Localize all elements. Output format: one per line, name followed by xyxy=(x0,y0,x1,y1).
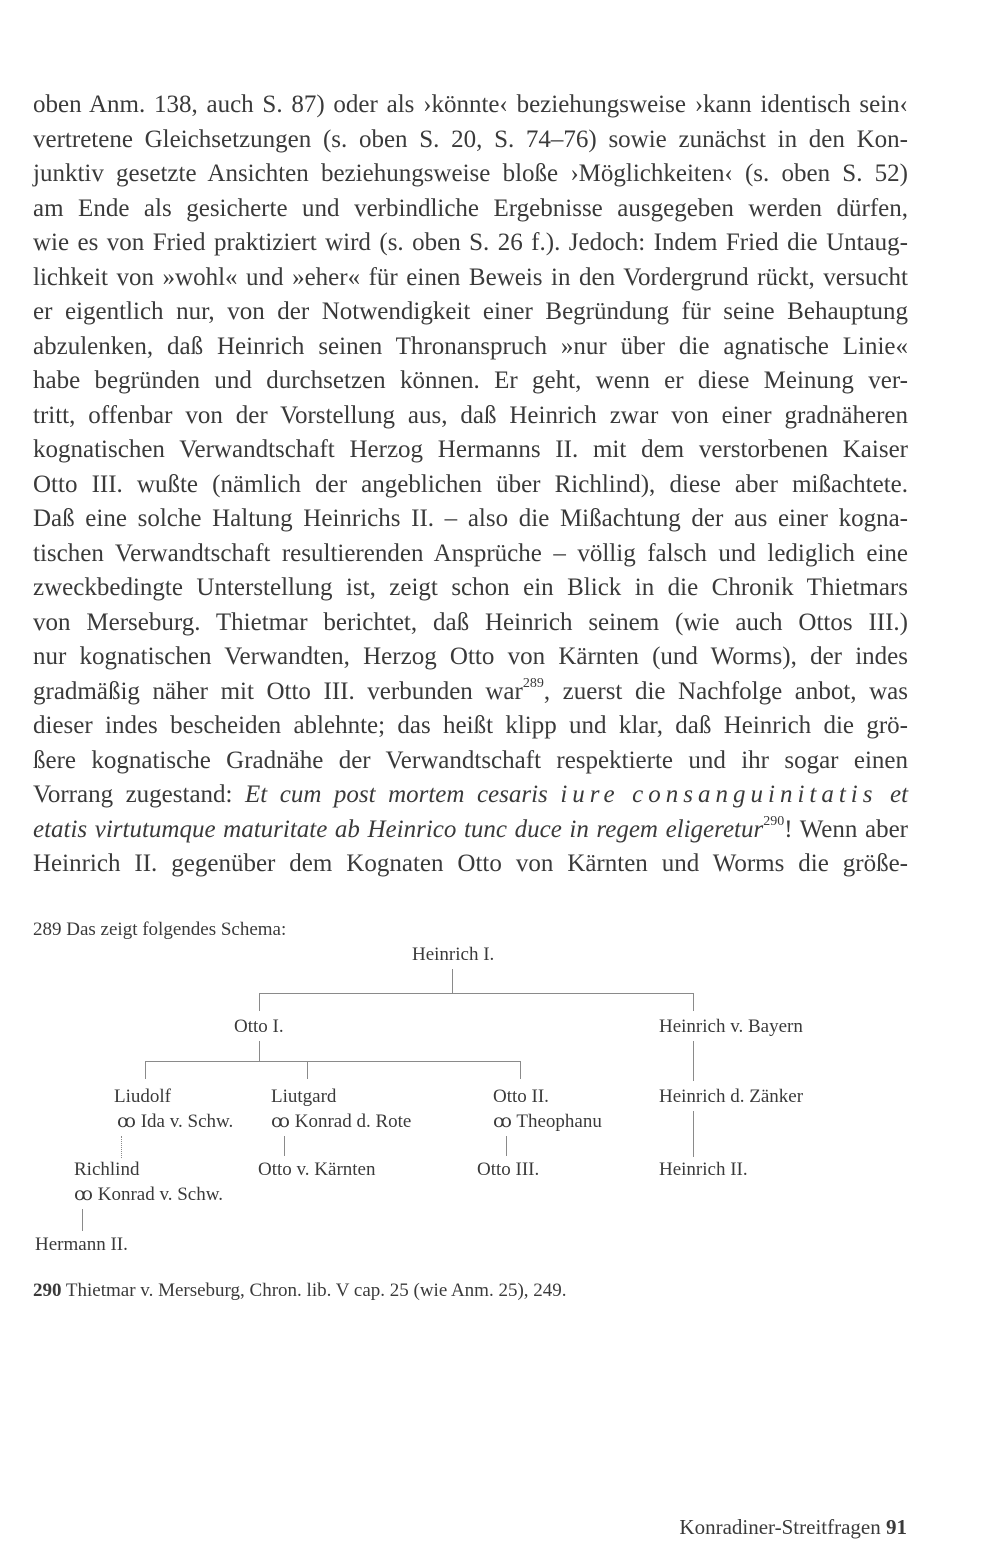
tree-node-heinrich-v-bayern: Heinrich v. Bayern xyxy=(659,1016,803,1037)
main-text xyxy=(33,88,908,882)
tree-node-otto-v-kaernten: Otto v. Kärnten xyxy=(258,1159,376,1180)
tree-connector xyxy=(259,993,260,1011)
tree-node-liutgard-spouse: ꝏ Konrad d. Rote xyxy=(271,1111,412,1132)
footnote-290 xyxy=(33,1279,567,1303)
tree-node-richlind-spouse: ꝏ Konrad v. Schw. xyxy=(74,1184,223,1205)
text-line: tritt, offenbar von der Vorstellung aus, daß Heinrich zwar von einer gradnäheren xyxy=(33,401,908,429)
text-line: er eigentlich nur, von der Notwendigkeit einer Begründung für seine Behauptung xyxy=(33,298,908,325)
text-line: dieser indes bescheiden ablehnte; das heißt klipp und klar, daß Heinrich die grö- xyxy=(33,712,908,739)
text-line: Vorrang zugestand: Et cum post mortem cesaris iure consanguinitatis et xyxy=(33,781,909,808)
tree-node-otto-ii: Otto II. xyxy=(493,1086,549,1107)
tree-node-liutgard: Liutgard xyxy=(271,1086,337,1107)
text-line: abzulenken, daß Heinrich seinen Thronanspruch »nur über die agnatische Linie« xyxy=(33,332,908,360)
running-footer xyxy=(679,1515,907,1540)
text-line: kognatischen Verwandtschaft Herzog Hermanns II. mit dem verstorbenen Kaiser xyxy=(33,436,908,463)
text-line: nur kognatischen Verwandten, Herzog Otto von Kärnten (und Worms), der indes xyxy=(33,643,908,670)
tree-connector xyxy=(259,1041,260,1061)
text-line: gradmäßig näher mit Otto III. verbunden war$^{289}$, zuerst die Nachfolge anbot, was xyxy=(33,676,908,705)
page-number: 91 xyxy=(886,1515,907,1539)
text-line: Heinrich II. gegenüber dem Kognaten Otto von Kärnten und Worms die größe- xyxy=(33,850,908,877)
genealogy-tree xyxy=(0,915,1000,1265)
tree-node-heinrich-i: Heinrich I. xyxy=(412,944,495,965)
footer-title: Konradiner-Streitfragen xyxy=(679,1515,881,1539)
footnote-ref-289[interactable]: 289 xyxy=(522,676,544,692)
text-line: vertretene Gleichsetzungen (s. oben S. 20, S. 74–76) sowie zunächst in den Kon- xyxy=(33,125,908,153)
text-line: lichkeit von »wohl« und »eher« für einen Beweis in den Vordergrund rückt, versucht xyxy=(33,263,908,291)
tree-node-heinrich-ii: Heinrich II. xyxy=(659,1159,748,1180)
latin-quote: Et cum post mortem cesaris xyxy=(245,781,548,808)
latin-quote-spaced: consanguinitatis xyxy=(632,781,878,808)
tree-connector xyxy=(145,1061,521,1062)
footnote-text: Thietmar v. Merseburg, Chron. lib. V cap. 25 (wie Anm. 25), 249. xyxy=(65,1280,567,1301)
tree-connector xyxy=(284,1136,285,1156)
tree-connector xyxy=(145,1061,146,1079)
tree-connector xyxy=(307,1061,308,1079)
tree-connector xyxy=(452,969,453,993)
tree-connector xyxy=(693,1041,694,1081)
tree-node-otto-ii-spouse: ꝏ Theophanu xyxy=(493,1111,602,1132)
tree-connector xyxy=(693,1111,694,1157)
tree-node-otto-i: Otto I. xyxy=(234,1016,284,1037)
tree-node-liudolf-spouse: ꝏ Ida v. Schw. xyxy=(117,1111,234,1132)
text-line: tischen Verwandtschaft resultierenden Ansprüche – völlig falsch und lediglich eine xyxy=(33,539,908,567)
tree-node-otto-iii: Otto III. xyxy=(477,1159,540,1180)
tree-node-heinrich-d-zaenker: Heinrich d. Zänker xyxy=(659,1086,804,1107)
text-line: ßere kognatische Gradnähe der Verwandtschaft respektierte und ihr sogar einen xyxy=(33,746,908,774)
text-line: oben Anm. 138, auch S. 87) oder als ›könnte‹ beziehungsweise ›kann identisch sein‹ xyxy=(33,91,908,118)
latin-quote: etatis virtutumque maturitate ab Heinrico tunc duce in regem eligeretur xyxy=(33,815,764,843)
text-line: am Ende als gesicherte und verbindliche Ergebnisse ausgegeben werden dürfen, xyxy=(33,194,908,222)
text-line: Daß eine solche Haltung Heinrichs II. – also die Mißachtung der aus einer kogna- xyxy=(33,505,908,532)
text-line: zweckbedingte Unterstellung ist, zeigt schon ein Blick in die Chronik Thietmars xyxy=(33,574,908,601)
text-line: von Merseburg. Thietmar berichtet, daß Heinrich seinem (wie auch Ottos III.) xyxy=(33,608,908,636)
latin-quote: et xyxy=(889,781,909,808)
latin-quote-spaced: iure xyxy=(560,781,620,808)
footnote-ref-290[interactable]: 290 xyxy=(763,814,785,830)
footnote-text: Das zeigt folgendes Schema: xyxy=(66,919,287,940)
tree-connector xyxy=(259,993,694,994)
text-line: junktiv gesetzte Ansichten beziehungsweise bloße ›Möglichkeiten‹ (s. oben S. 52) xyxy=(33,160,908,187)
text-line: wie es von Fried praktiziert wird (s. oben S. 26 f.). Jedoch: Indem Fried die Untaug- xyxy=(33,229,908,256)
text-line: habe begründen und durchsetzen können. Er geht, wenn er diese Meinung ver- xyxy=(33,367,908,394)
tree-node-richlind: Richlind xyxy=(74,1159,140,1180)
tree-connector xyxy=(506,1136,507,1156)
footnote-number: 289 xyxy=(33,919,62,940)
tree-connector xyxy=(693,993,694,1011)
tree-node-liudolf: Liudolf xyxy=(114,1086,171,1107)
tree-connector-uncertain xyxy=(121,1136,122,1158)
tree-connector xyxy=(520,1061,521,1079)
text-line: Otto III. wußte (nämlich der angeblichen über Richlind), diese aber mißachtete. xyxy=(33,470,908,498)
text-line: etatis virtutumque maturitate ab Heinrico tunc duce in regem eligeretur$^{290}$! Wenn aber xyxy=(33,814,909,843)
tree-node-hermann-ii: Hermann II. xyxy=(35,1234,128,1255)
footnote-number: 290 xyxy=(33,1280,62,1301)
tree-connector xyxy=(82,1209,83,1231)
